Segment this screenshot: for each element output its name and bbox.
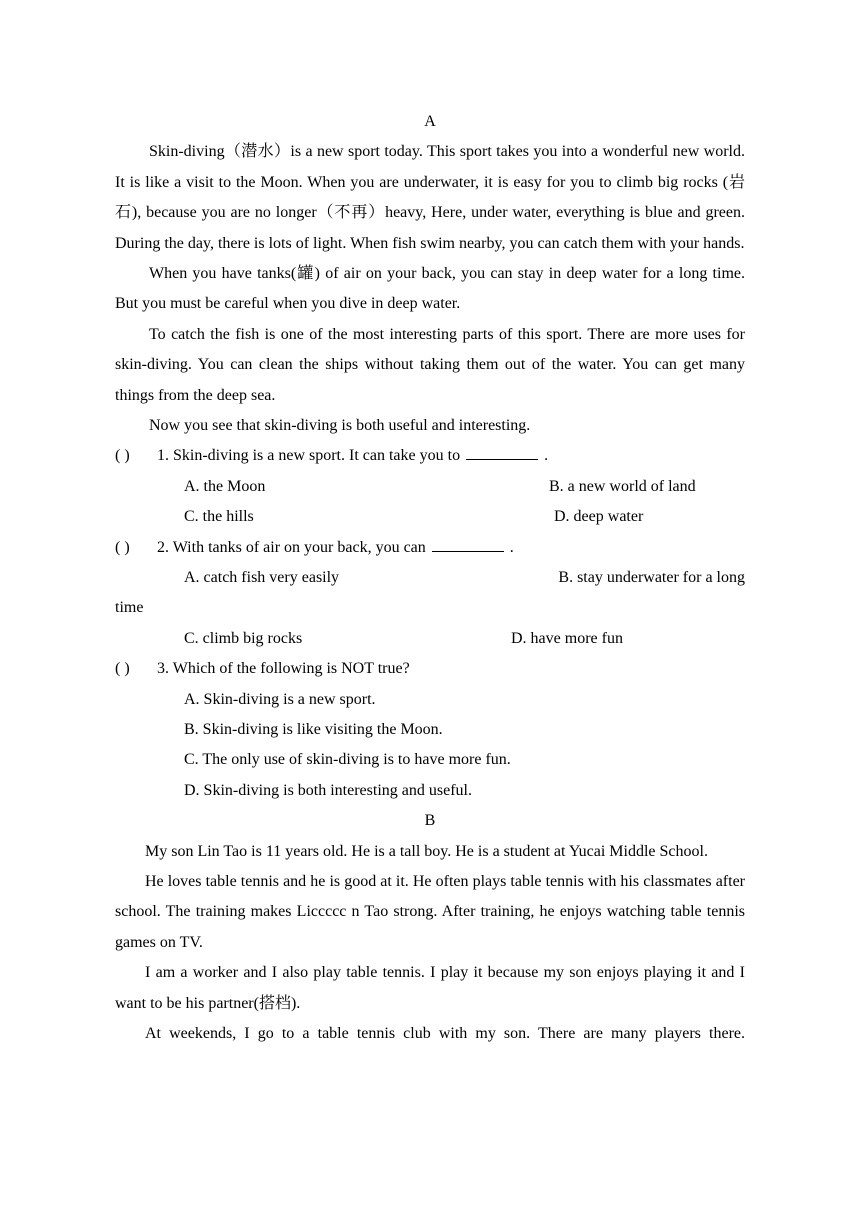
question-stem: 3. Which of the following is NOT true? xyxy=(157,660,410,678)
options-row xyxy=(115,563,745,593)
document-content xyxy=(115,107,745,1049)
passage-a-paragraph: Now you see that skin-diving is both useful and interesting. xyxy=(149,417,531,435)
option-d[interactable]: D. Skin-diving is both interesting and useful. xyxy=(184,781,472,799)
passage-b-paragraph: My son Lin Tao is 11 years old. He is a tall boy. He is a student at Yucai Middle School. xyxy=(145,842,708,860)
option-c[interactable]: C. climb big rocks xyxy=(184,629,303,647)
option-b[interactable]: B. a new world of land xyxy=(549,477,696,495)
option-c[interactable]: C. the hills xyxy=(184,508,254,526)
options-row xyxy=(115,624,745,654)
question-end: . xyxy=(544,447,549,465)
option-d[interactable]: D. have more fun xyxy=(511,629,623,647)
option-a[interactable]: A. the Moon xyxy=(184,477,266,495)
answer-bracket[interactable]: ( ) xyxy=(115,660,130,678)
question-2 xyxy=(115,533,745,563)
option-b-continued: time xyxy=(115,599,144,617)
options-row xyxy=(115,593,745,623)
option-a[interactable]: A. catch fish very easily xyxy=(184,569,340,587)
passage-b-paragraph: I am a worker and I also play table tennis. I play it because my son enjoys playing it and I want to be his partner(搭档). xyxy=(115,964,745,1012)
options-row xyxy=(115,745,745,775)
question-3 xyxy=(115,654,745,684)
options-row xyxy=(115,502,745,532)
question-stem: 2. With tanks of air on your back, you can xyxy=(157,538,426,556)
options-row xyxy=(115,472,745,502)
answer-blank[interactable] xyxy=(432,533,504,552)
options-row xyxy=(115,715,745,745)
answer-bracket[interactable]: ( ) xyxy=(115,538,130,556)
question-1 xyxy=(115,441,745,471)
section-a-heading: A xyxy=(424,113,436,130)
question-end: . xyxy=(509,538,514,556)
option-b[interactable]: B. Skin-diving is like visiting the Moon. xyxy=(184,720,443,738)
question-stem: 1. Skin-diving is a new sport. It can take you to xyxy=(157,447,461,465)
passage-b-paragraph: He loves table tennis and he is good at it. He often plays table tennis with his classmates after school. The training makes Liccccc n Tao strong. After training, he enjoys watching table tennis games on TV. xyxy=(115,872,745,951)
options-row xyxy=(115,776,745,806)
options-row xyxy=(115,685,745,715)
option-a[interactable]: A. Skin-diving is a new sport. xyxy=(184,690,376,708)
option-d[interactable]: D. deep water xyxy=(554,508,644,526)
passage-b-paragraph: At weekends, I go to a table tennis club with my son. There are many players there. xyxy=(145,1025,745,1042)
passage-a-paragraph: To catch the fish is one of the most interesting parts of this sport. There are more uses for skin-diving. You can clean the ships without taking them out of the water. You can get many things from the deep sea. xyxy=(115,325,745,404)
answer-bracket[interactable]: ( ) xyxy=(115,447,130,465)
option-b[interactable]: B. stay underwater for a long xyxy=(558,569,745,587)
section-b-heading: B xyxy=(424,812,436,830)
passage-a-paragraph: Skin-diving（潜水）is a new sport today. This sport takes you into a wonderful new world. It is like a visit to the Moon. When you are underwater, it is easy for you to climb big rocks (岩石), because you are no longer（不再）heavy, Here, under water, everything is blue and green. During the day, there is lots of light. When fish swim nearby, you can catch them with your hands. xyxy=(115,143,746,252)
answer-blank[interactable] xyxy=(466,441,538,460)
option-c[interactable]: C. The only use of skin-diving is to have more fun. xyxy=(184,751,511,769)
passage-a-paragraph: When you have tanks(罐) of air on your back, you can stay in deep water for a long time. But you must be careful when you dive in deep water. xyxy=(115,265,745,313)
